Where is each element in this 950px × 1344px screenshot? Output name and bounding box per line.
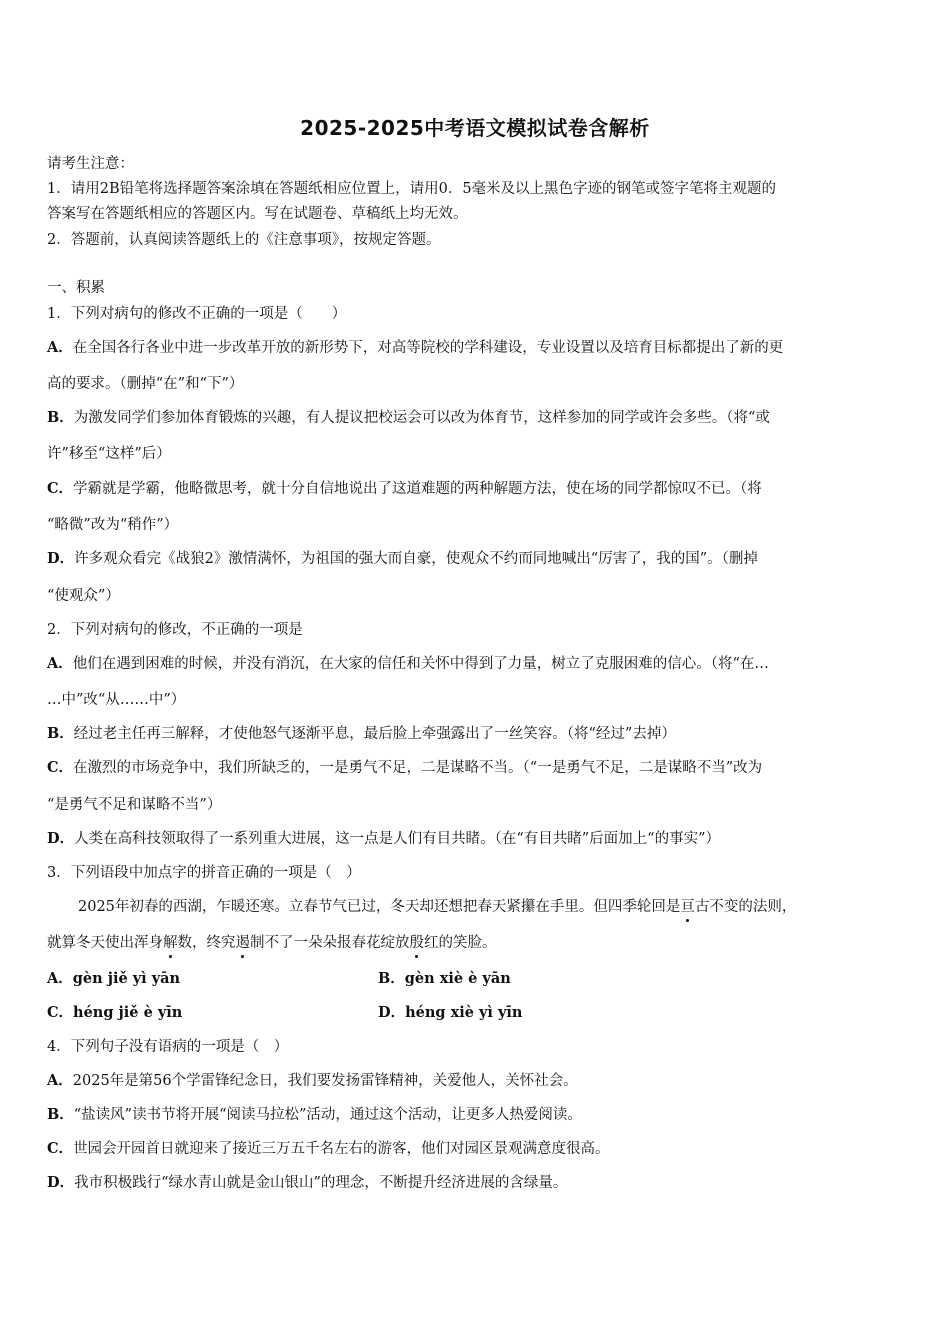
notice-header: 请考生注意： [47,156,134,172]
option-text: 许多观众看完《战狼2》激情满怀，为祖国的强大而自豪，使观众不约而同地喊出“厉害了，我的国”。（删掉 [74,551,758,567]
option-text: 他们在遇到困难的时候，并没有消沉，在大家的信任和关怀中得到了力量，树立了克服困难的信心。（将“在… [72,656,769,672]
notice-line-2: 2．答题前，认真阅读答题纸上的《注意事项》，按规定答题。 [47,232,441,248]
section-heading: 一、积累 [47,280,105,296]
option-text: 人类在高科技领取得了一系列重大进展，这一点是人们有目共睹。（在“有目共睹”后面加上“的事实”） [74,831,720,847]
option-text: 2025年是第56个学雷锋纪念日，我们要发扬雷锋精神，关爱他人，关怀社会。 [72,1073,578,1089]
dotted-char: 遏 [236,931,251,952]
option-label: A． [47,1072,73,1089]
q2-option-a-cont: …中”改“从……中”） [47,692,186,708]
passage-text: 制不了一朵朵报春花绽放 [250,935,410,951]
q3-option-b: B．gèn xiè è yān [378,970,511,987]
option-label: C． [47,1140,74,1157]
passage-text: 数，终究 [177,935,236,951]
q4-option-d [47,1171,907,1192]
notice-line-1b: 答案写在答题纸相应的答题区内。写在试题卷、草稿纸上均无效。 [47,206,468,222]
option-label: A． [47,655,73,672]
option-label: C． [47,759,74,776]
passage-text: 2025年初春的西湖，乍暖还寒。立春节气已过，冬天却还想把春天紧攥在手里。但四季轮回是 [78,899,681,915]
dotted-char: 殷 [410,931,425,952]
option-text: “盐读风”读书节将开展“阅读马拉松”活动，通过这个活动，让更多人热爱阅读。 [73,1107,582,1123]
q3-option-a: A．gèn jiě yì yān [47,970,181,987]
option-label: D． [47,830,75,847]
option-text: 在全国各行各业中进一步改革开放的新形势下，对高等院校的学科建设，专业设置以及培育目标都提出了新的更 [72,340,784,356]
q1-option-a [47,336,907,357]
dotted-char: 亘 [680,895,695,916]
q3-stem: 3．下列语段中加点字的拼音正确的一项是（ ） [47,865,361,881]
option-text: 在激烈的市场竞争中，我们所缺乏的，一是勇气不足，二是谋略不当。（“一是勇气不足，二是谋略不当”改为 [73,760,763,776]
q2-stem: 2．下列对病句的修改，不正确的一项是 [47,622,303,638]
option-label: B． [47,1106,74,1123]
notice-line-1a: 1．请用2B铅笔将选择题答案涂填在答题纸相应位置上，请用0．5毫米及以上黑色字迹的钢笔或签字笔将主观题的 [47,181,777,197]
q1-option-d-cont: “使观众”） [47,588,120,604]
q4-option-a [47,1069,907,1090]
q2-option-b [47,722,907,743]
q2-option-c-cont: “是勇气不足和谋略不当”） [47,797,222,813]
q1-option-d [47,547,907,568]
page-title: 2025-2025中考语文模拟试卷含解析 [300,116,650,140]
option-label: D． [47,550,75,567]
option-label: B． [47,409,74,426]
q3-passage-line-2 [47,931,907,952]
q1-option-a-cont: 高的要求。（删掉“在”和“下”） [47,376,244,392]
q2-option-c [47,756,907,777]
q2-option-d [47,827,907,848]
option-text: 经过老主任再三解释，才使他怒气逐渐平息，最后脸上牵强露出了一丝笑容。（将“经过”去掉） [73,726,676,742]
option-text: 我市积极践行“绿水青山就是金山银山”的理念，不断提升经济进展的含绿量。 [74,1175,568,1191]
option-label: C． [47,480,74,497]
option-text: 世园会开园首日就迎来了接近三万五千名左右的游客，他们对园区景观满意度很高。 [73,1141,610,1157]
passage-text: 红的笑脸。 [424,935,497,951]
q1-option-c-cont: “略微”改为“稍作”） [47,517,179,533]
q4-option-c [47,1137,907,1158]
option-label: A． [47,339,73,356]
option-text: 学霸就是学霸，他略微思考，就十分自信地说出了这道难题的两种解题方法，使在场的同学都惊叹不已。（将 [73,481,762,497]
option-label: D． [47,1174,75,1191]
q1-option-b-cont: 许”移至“这样”后） [47,446,171,462]
q3-option-d: D．héng xiè yì yīn [378,1004,523,1021]
passage-text: 就算冬天使出浑身 [47,935,163,951]
q1-stem: 1．下列对病句的修改不正确的一项是（ ） [47,306,347,322]
passage-text: 古不变的法则， [694,899,797,915]
q1-option-b [47,406,907,427]
q3-option-c: C．héng jiě è yīn [47,1004,183,1021]
dotted-char: 解 [163,931,178,952]
q2-option-a [47,652,907,673]
q4-option-b [47,1103,907,1124]
option-text: 为激发同学们参加体育锻炼的兴趣，有人提议把校运会可以改为体育节，这样参加的同学或许会多些。（将“或 [73,410,770,426]
q1-option-c [47,477,907,498]
q4-stem: 4．下列句子没有语病的一项是（ ） [47,1039,289,1055]
option-label: B． [47,725,74,742]
q3-passage-line-1 [78,895,908,916]
